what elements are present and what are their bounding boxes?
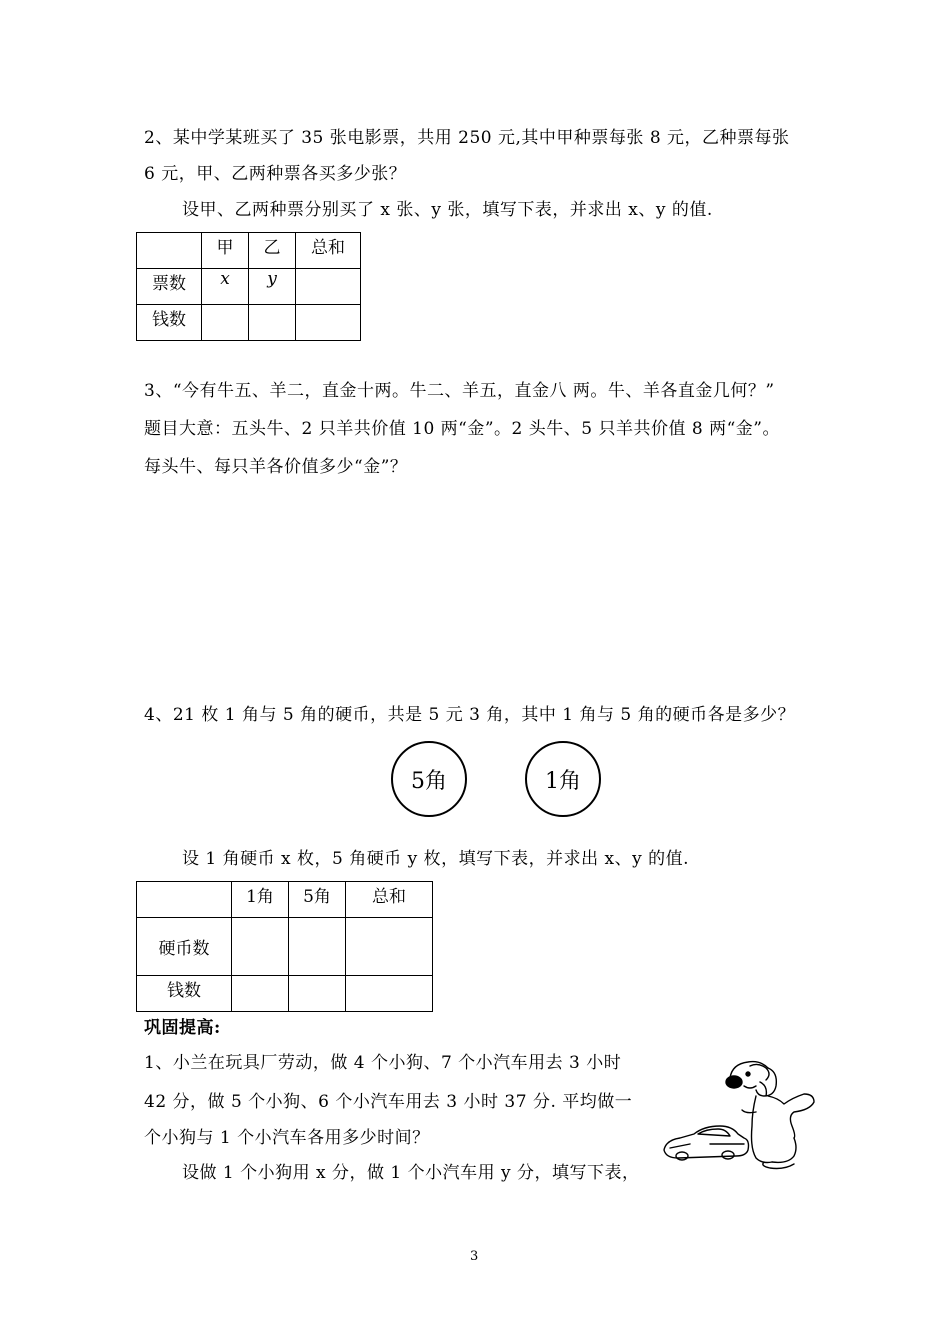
q2-cell: y (249, 269, 296, 305)
q2-row-label: 钱数 (137, 305, 202, 341)
coin-1jiao-label: 1角 (545, 768, 581, 794)
q4-cell (232, 918, 289, 976)
q2-header-cell: 总和 (296, 233, 361, 269)
q3-line1: 3、“今有牛五、羊二，直金十两。牛二、羊五，直金八 两。牛、羊各直金几何？” (144, 381, 775, 401)
toy-dog-icon (726, 1062, 814, 1169)
q2-cell (296, 305, 361, 341)
q4-cell (232, 976, 289, 1012)
q2-line3: 设甲、乙两种票分别买了 x 张、y 张，填写下表，并求出 x、y 的值. (182, 200, 713, 220)
q2-header-cell (137, 233, 202, 269)
q4-cell (346, 918, 433, 976)
q4-table (136, 881, 433, 1012)
consolidate-line4: 设做 1 个小狗用 x 分，做 1 个小汽车用 y 分，填写下表， (182, 1163, 640, 1183)
q2-cell (249, 305, 296, 341)
q2-table (136, 232, 361, 341)
q4-cell (346, 976, 433, 1012)
q4-header-cell (137, 882, 232, 918)
q2-header-cell: 甲 (202, 233, 249, 269)
consolidate-line2: 42 分，做 5 个小狗、6 个小汽车用去 3 小时 37 分. 平均做一 (144, 1092, 633, 1112)
q4-header-cell: 1角 (232, 882, 289, 918)
q2-line2: 6 元，甲、乙两种票各买多少张？ (144, 164, 407, 184)
q2-cell (296, 269, 361, 305)
consolidate-heading: 巩固提高: (144, 1018, 221, 1038)
toy-dog-car-illustration (660, 1052, 820, 1172)
q3-line3: 每头牛、每只羊各价值多少“金”？ (144, 457, 408, 477)
q2-line1: 2、某中学某班买了 35 张电影票，共用 250 元,其中甲种票每张 8 元，乙种票每张 (144, 128, 790, 148)
page-number: 3 (470, 1249, 479, 1264)
consolidate-line3: 个小狗与 1 个小汽车各用多少时间？ (144, 1128, 430, 1148)
q4-header-cell: 总和 (346, 882, 433, 918)
coin-5jiao (391, 741, 467, 817)
q2-cell: x (202, 269, 249, 305)
q2-cell (202, 305, 249, 341)
q4-row-label: 钱数 (137, 976, 232, 1012)
q2-header-cell: 乙 (249, 233, 296, 269)
coin-5jiao-label: 5角 (411, 768, 447, 794)
consolidate-line1: 1、小兰在玩具厂劳动，做 4 个小狗、7 个小汽车用去 3 小时 (144, 1053, 622, 1073)
q4-line1: 4、21 枚 1 角与 5 角的硬币，共是 5 元 3 角，其中 1 角与 5 角的硬币各是多少？ (144, 705, 796, 725)
coin-1jiao (525, 741, 601, 817)
q3-line2: 题目大意：五头牛、2 只羊共价值 10 两“金”。2 头牛、5 只羊共价值 8 两“金”。 (144, 419, 780, 439)
q4-row-label: 硬币数 (137, 918, 232, 976)
toy-car-icon (664, 1126, 749, 1160)
q4-cell (289, 918, 346, 976)
q4-header-cell: 5角 (289, 882, 346, 918)
q4-line2: 设 1 角硬币 x 枚，5 角硬币 y 枚，填写下表，并求出 x、y 的值. (182, 849, 690, 869)
q2-row-label: 票数 (137, 269, 202, 305)
q4-cell (289, 976, 346, 1012)
